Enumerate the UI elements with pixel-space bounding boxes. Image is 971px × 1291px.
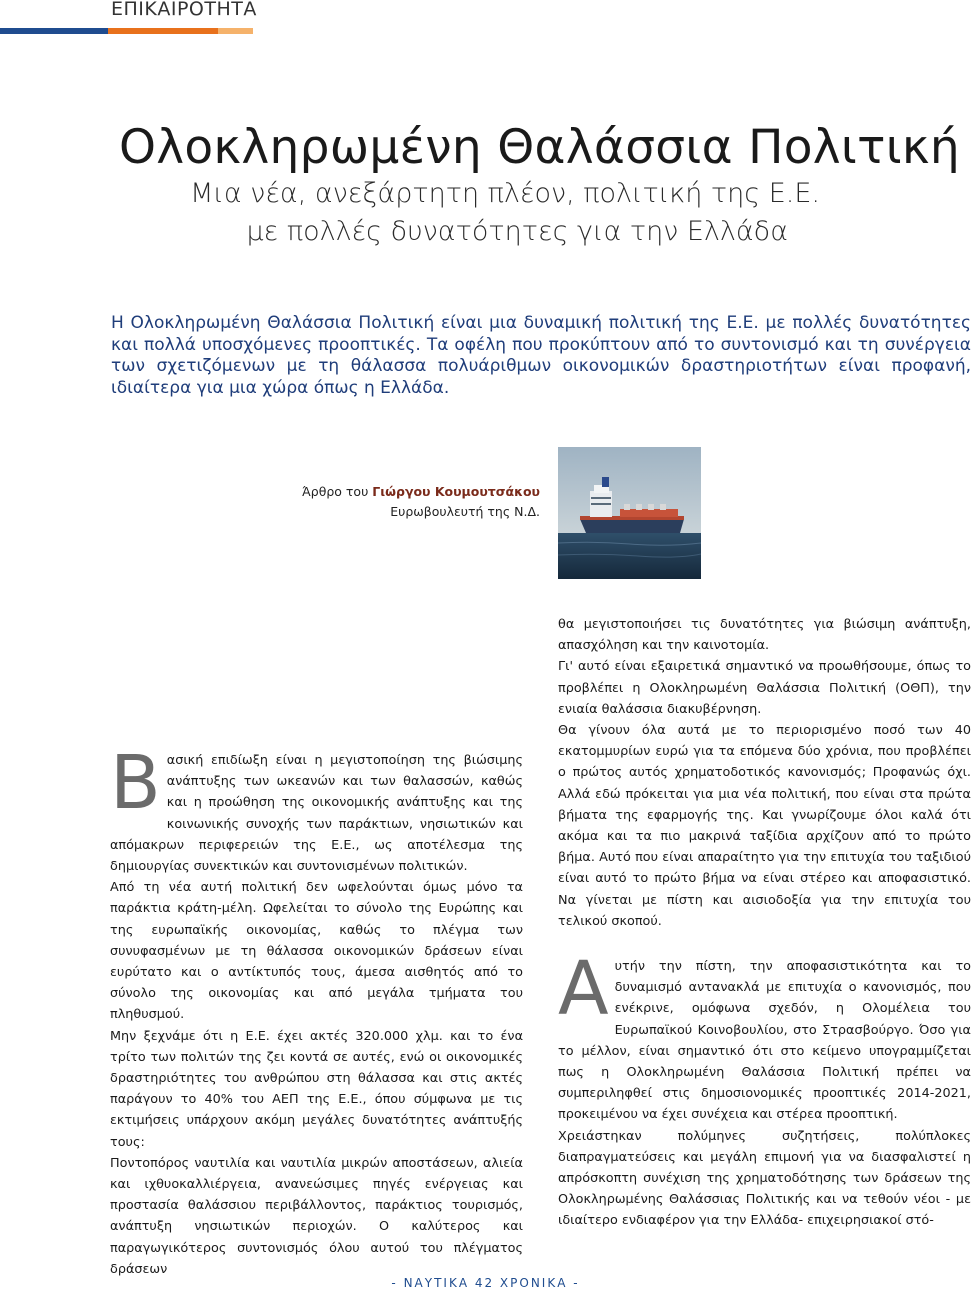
article-subtitle-line1: Μια νέα, ανεξάρτητη πλέον, πολιτική της Ε.Ε. [190,178,820,209]
article-column-right [558,614,971,1232]
article-headline: Ολοκληρωμένη Θαλάσσια Πολιτική [118,120,960,175]
right-paragraph-5: Χρειάστηκαν πολύμηνες συζητήσεις, πολύπλοκες διαπραγματεύσεις και μεγάλη επιμονή για να διασφαλιστεί η απρόσκοπτη συνέχιση της χρηματοδότησης των δράσεων της Ολοκληρωμένης Θαλάσσιας Πολιτικής και να τεθούν νέοι - με ιδιαίτερο ενδιαφέρον για την Ελλάδα- επιχειρησιακοί στό- [558,1128,971,1229]
article-subtitle-line2: με πολλές δυνατότητες για την Ελλάδα [246,216,788,247]
ship-photo-image [558,447,701,579]
dropcap-left: Β [110,740,161,826]
left-paragraph-1 [110,740,523,877]
section-label: ΕΠΙΚΑΙΡΟΤΗΤΑ [111,0,257,20]
dropcap-right: Α [558,946,609,1033]
left-paragraph-1-text: ασική επιδίωξη είναι η μεγιστοποίηση της βιώσιμης ανάπτυξης των ωκεανών και των θαλασσών, καθώς και η προώθηση της οικονομικής ανάπτυξης και της κοινωνικής συνοχής των παράκτιων, νησιωτικών και απόμακρων περιφερειών της Ε.Ε., ως αποτέλεσμα της δημιουργίας συνεκτικών και συντονισμένων πολιτικών. [110,753,523,875]
right-paragraph-3: Θα γίνουν όλα αυτά με το περιορισμένο ποσό των 40 εκατομμυρίων ευρώ για τα επόμενα δύο χρόνια, που προβλέπει ο πρώτος αυτός χρηματοδοτικός κανονισμός; Προφανώς όχι. Αλλά εδώ πρόκειται για μια νέα πολιτική, που είναι στα πρώτα βήματα της εφαρμογής της. Και γνωρίζουμε όλοι καλά ότι ακόμα και τα πιο μακρινά ταξίδια αρχίζουν από το πρώτο βήμα. Αυτό που είναι απαραίτητο για την επιτυχία του ταξιδιού είναι αυτό το πρώτο βήμα να είναι στέρεο και αποφασιστικό. Να γίνεται με πίστη και αισιοδοξία για την επιτυχία του τελικού σκοπού. [558,723,971,929]
paragraph-gap [558,932,971,956]
left-paragraph-2: Από τη νέα αυτή πολιτική δεν ωφελούνται όμως μόνο τα παράκτια κράτη-μέλη. Ωφελείται το σύνολο της Ευρώπης και της ευρωπαϊκής οικονομίας, καθώς το πλέγμα των συνυφασμένων με τη θάλασσα οικονομικών δράσεων είναι ευρύτατο και ο αντίκτυπός τους, άμεσα αισθητός από το σύνολο της οικονομίας και από μεγάλα τμήματα του πληθυσμού. [110,880,523,1023]
ship-photo [558,447,701,579]
right-paragraph-2: Γι' αυτό είναι εξαιρετικά σημαντικό να προωθήσουμε, όπως το προβλέπει η Ολοκληρωμένη Θαλάσσια Πολιτική (ΟΘΠ), την ενιαία θαλάσσια διακυβέρνηση. [558,659,971,717]
header-rule-peach [218,28,253,34]
author-name: Γιώργου Κουμουτσάκου [372,484,540,499]
byline-prefix: Άρθρο του [302,484,373,499]
left-paragraph-3: Μην ξεχνάμε ότι η Ε.Ε. έχει ακτές 320.000 χλμ. και το ένα τρίτο των πολιτών της ζει κοντά σε αυτές, ενώ οι οικονομικές δραστηριότητες του ανθρώπου στη θάλασσα και στις ακτές παράγουν το 40% του ΑΕΠ της Ε.Ε., όπου σύμφωνα με τις εκτιμήσεις υπάρχουν ακόμη μεγάλες δυνατότητες ανάπτυξής τους: [110,1028,523,1150]
author-byline [300,482,540,522]
intro-paragraph: Η Ολοκληρωμένη Θαλάσσια Πολιτική είναι μια δυναμική πολιτική της Ε.Ε. με πολλές δυνατότητες και πολλά υποσχόμενες προοπτικές. Τα οφέλη που προκύπτουν από το συντονισμό και τη συνέργεια των σχετιζόμενων με τη θάλασσα πολυάριθμων οικονομικών δραστηριοτήτων είναι προφανή, ιδιαίτερα για μια χώρα όπως η Ελλάδα. [111,313,971,398]
right-paragraph-1: θα μεγιστοποιήσει τις δυνατότητες για βιώσιμη ανάπτυξη, απασχόληση και την καινοτομία. [558,617,971,654]
article-column-left [110,740,523,1280]
header-rule-blue [0,28,108,34]
author-role: Ευρωβουλευτή της Ν.Δ. [390,504,540,519]
right-paragraph-4-text: υτήν την πίστη, την αποφασιστικότητα και το δυναμισμό αντανακλά με επιτυχία ο κανονισμός, που ενέκρινε, ομόφωνα σχεδόν, η Ολομέλεια του Ευρωπαϊκού Κοινοβουλίου, στο Στρασβούργο. Όσο για το μέλλον, είναι σημαντικό ότι στο κείμενο υπογραμμίζεται πως η Ολοκληρωμένη Θαλάσσια Πολιτική πρέπει να συμπεριληφθεί στις δημοσιονομικές προοπτικές 2014-2021, προκειμένου να έχει συνέχεια και στέρεα προοπτική. [558,959,971,1123]
page-folio: - ΝΑΥΤΙΚΑ 42 ΧΡΟΝΙΚΑ - [391,1276,580,1290]
header-rule-orange [108,28,218,34]
right-paragraph-4 [558,946,971,1126]
left-paragraph-4: Ποντοπόρος ναυτιλία και ναυτιλία μικρών αποστάσεων, αλιεία και ιχθυοκαλλιέργεια, ανανεώσιμες πηγές ενέργειας και προστασία θαλάσσιου περιβάλλοντος, παράκτιος τουρισμός, ανάπτυξη νησιωτικών περιοχών. Ο καλύτερος και παραγωγικότερος συντονισμός όλου αυτού του πλέγματος δράσεων [110,1155,523,1277]
